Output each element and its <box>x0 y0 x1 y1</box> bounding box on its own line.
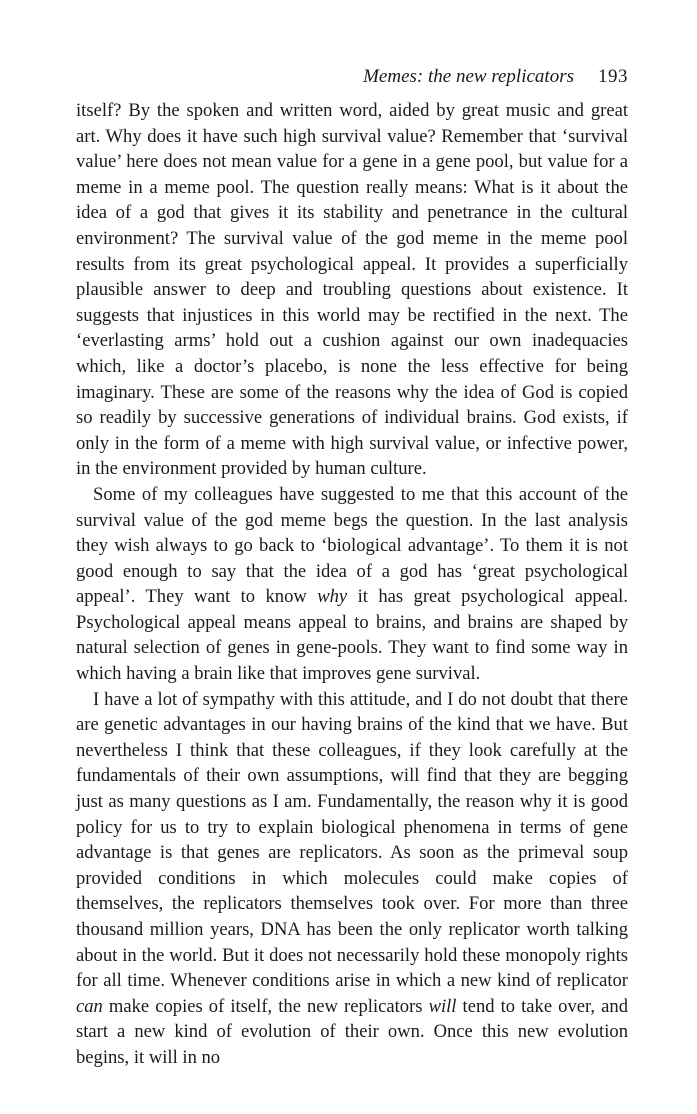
paragraph-text: tend to take over, and start a new kind of evolution of their own. Once this new evolution begins, it will in no <box>76 995 628 1068</box>
paragraph-1 <box>76 98 628 482</box>
paragraph-text: make copies of itself, the new replicators <box>102 995 429 1017</box>
body-text <box>76 98 628 1071</box>
italic-emphasis: why <box>317 586 348 608</box>
paragraph-2 <box>76 482 628 687</box>
paragraph-text: I have a lot of sympathy with this attitude, and I do not doubt that there are genetic advantages in our having brains of the kind that we have. But nevertheless I think that these colleagues, if they look carefully at the fundamentals of their own assumptions, will find that they are begging just as many questions as I am. Fundamentally, the reason why it is good policy for us to try to explain biological phenomena in terms of gene advantage is that genes are replicators. As soon as the primeval soup provided conditions in which molecules could make copies of themselves, the replicators themselves took over. For more than three thousand million years, DNA has been the only replicator worth talking about in the world. But it does not necessarily hold these monopoly rights for all time. Whenever conditions arise in which a new kind of replicator <box>76 688 628 992</box>
book-page <box>76 64 628 1071</box>
paragraph-text: it has great psychological appeal. Psychological appeal means appeal to brains, and brains are shaped by natural selection of genes in gene-pools. They want to find some way in which having a brain like that improves gene survival. <box>76 586 628 685</box>
italic-emphasis: will <box>428 995 457 1017</box>
page-number: 193 <box>598 66 628 87</box>
running-head <box>76 64 628 98</box>
paragraph-3 <box>76 687 628 1071</box>
running-head-title: Memes: the new replicators <box>363 66 574 87</box>
paragraph-text: Some of my colleagues have suggested to me that this account of the survival value of the god meme begs the question. In the last analysis they wish always to go back to ‘biological advantage’. To them it is not good enough to say that the idea of a god has ‘great psychological appeal’. They want to know <box>76 483 628 608</box>
paragraph-text: itself? By the spoken and written word, aided by great music and great art. Why does it have such high survival value? Remember that ‘survival value’ here does not mean value for a gene in a gene pool, but value for a meme in a meme pool. The question really means: What is it about the idea of a god that gives it its stability and penetrance in the cultural environment? The survival value of the god meme in the meme pool results from its great psychological appeal. It provides a superficially plausible answer to deep and troubling questions about existence. It suggests that injustices in this world may be rectified in the next. The ‘everlasting arms’ hold out a cushion against our own inadequacies which, like a doctor’s placebo, is none the less effective for being imaginary. These are some of the reasons why the idea of God is copied so readily by successive generations of individual brains. God exists, if only in the form of a meme with high survival value, or infective power, in the environment provided by human culture. <box>76 100 628 480</box>
italic-emphasis: can <box>76 995 103 1017</box>
